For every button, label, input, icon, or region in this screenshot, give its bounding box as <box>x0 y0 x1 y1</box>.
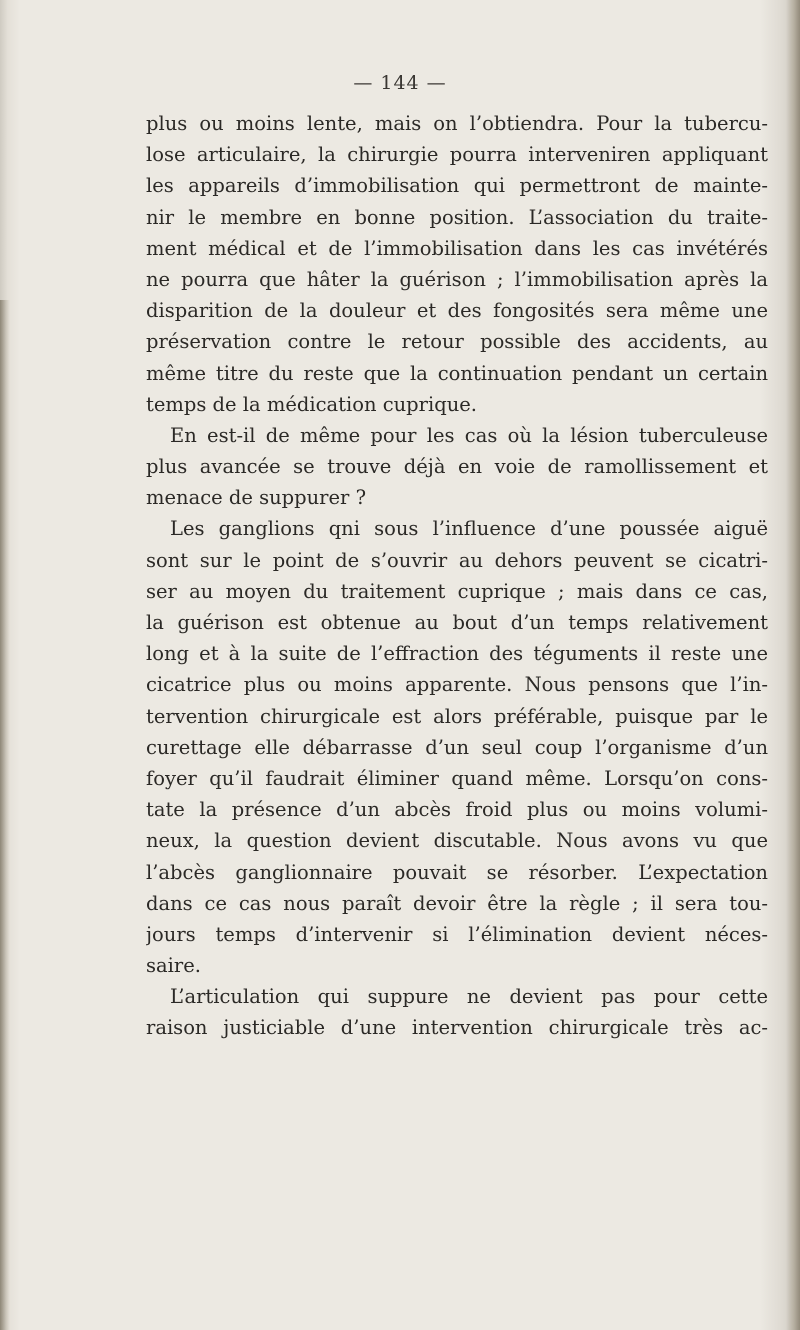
text-line: la guérison est obtenue au bout d’un temps relativement <box>146 611 768 634</box>
text-line: ment médical et de l’immobilisation dans les cas invétérés <box>146 236 768 260</box>
text-line: cicatrice plus ou moins apparente. Nous pensons que l’in- <box>146 673 768 697</box>
text-line: dans ce cas nous paraît devoir être la règle ; il sera tou- <box>146 891 768 915</box>
text-line: saire. <box>146 954 201 978</box>
text-line: temps de la médication cuprique. <box>146 392 478 416</box>
text-line: plus avancée se trouve déjà en voie de ramollissement et <box>146 455 768 479</box>
text-line: ser au moyen du traitement cuprique ; mais dans ce cas, <box>146 579 768 603</box>
page-edge-shadow-left <box>0 300 10 1330</box>
text-line: neux, la question devient discutable. Nous avons vu que <box>146 829 768 853</box>
text-line: curettage elle débarrasse d’un seul coup l’organisme d’un <box>146 735 768 759</box>
text-line: l’abcès ganglionnaire pouvait se résorber. L’expectation <box>146 860 768 884</box>
text-line: nir le membre en bonne position. L’association du traite- <box>146 205 768 229</box>
text-line: ne pourra que hâter la guérison ; l’immobilisation après la <box>146 267 768 291</box>
text-line: sont sur le point de s’ouvrir au dehors peuvent se cicatri- <box>146 548 768 572</box>
text-line: tate la présence d’un abcès froid plus ou moins volumi- <box>146 798 768 822</box>
text-line: les appareils d’immobilisation qui permettront de mainte- <box>146 174 768 198</box>
text-line: préservation contre le retour possible des accidents, au <box>146 330 768 354</box>
page-number: — 144 — <box>353 72 447 94</box>
text-line: tervention chirurgicale est alors préférable, puisque par le <box>146 704 768 728</box>
text-line: foyer qu’il faudrait éliminer quand même. Lorsqu’on cons- <box>146 766 768 790</box>
text-line: menace de suppurer ? <box>146 486 367 510</box>
text-line: disparition de la douleur et des fongosités sera même une <box>146 299 768 323</box>
text-line: long et à la suite de l’effraction des téguments il reste une <box>146 642 768 666</box>
text-line: raison justiciable d’une intervention chirurgicale très ac- <box>146 1016 768 1040</box>
text-line: jours temps d’intervenir si l’élimination devient néces- <box>146 922 768 946</box>
page-edge-shadow-right <box>786 0 800 1330</box>
body-text <box>146 108 768 1044</box>
text-line: même titre du reste que la continuation pendant un certain <box>146 361 768 385</box>
text-line: En est-il de même pour les cas où la lésion tuberculeuse <box>170 423 768 447</box>
text-line: L’articulation qui suppure ne devient pas pour cette <box>170 985 768 1009</box>
text-line: plus ou moins lente, mais on l’obtiendra. Pour la tubercu- <box>146 112 768 135</box>
text-line: lose articulaire, la chirurgie pourra interveniren appliquant <box>146 143 768 167</box>
text-line: Les ganglions qni sous l’influence d’une poussée aiguë <box>170 517 768 541</box>
